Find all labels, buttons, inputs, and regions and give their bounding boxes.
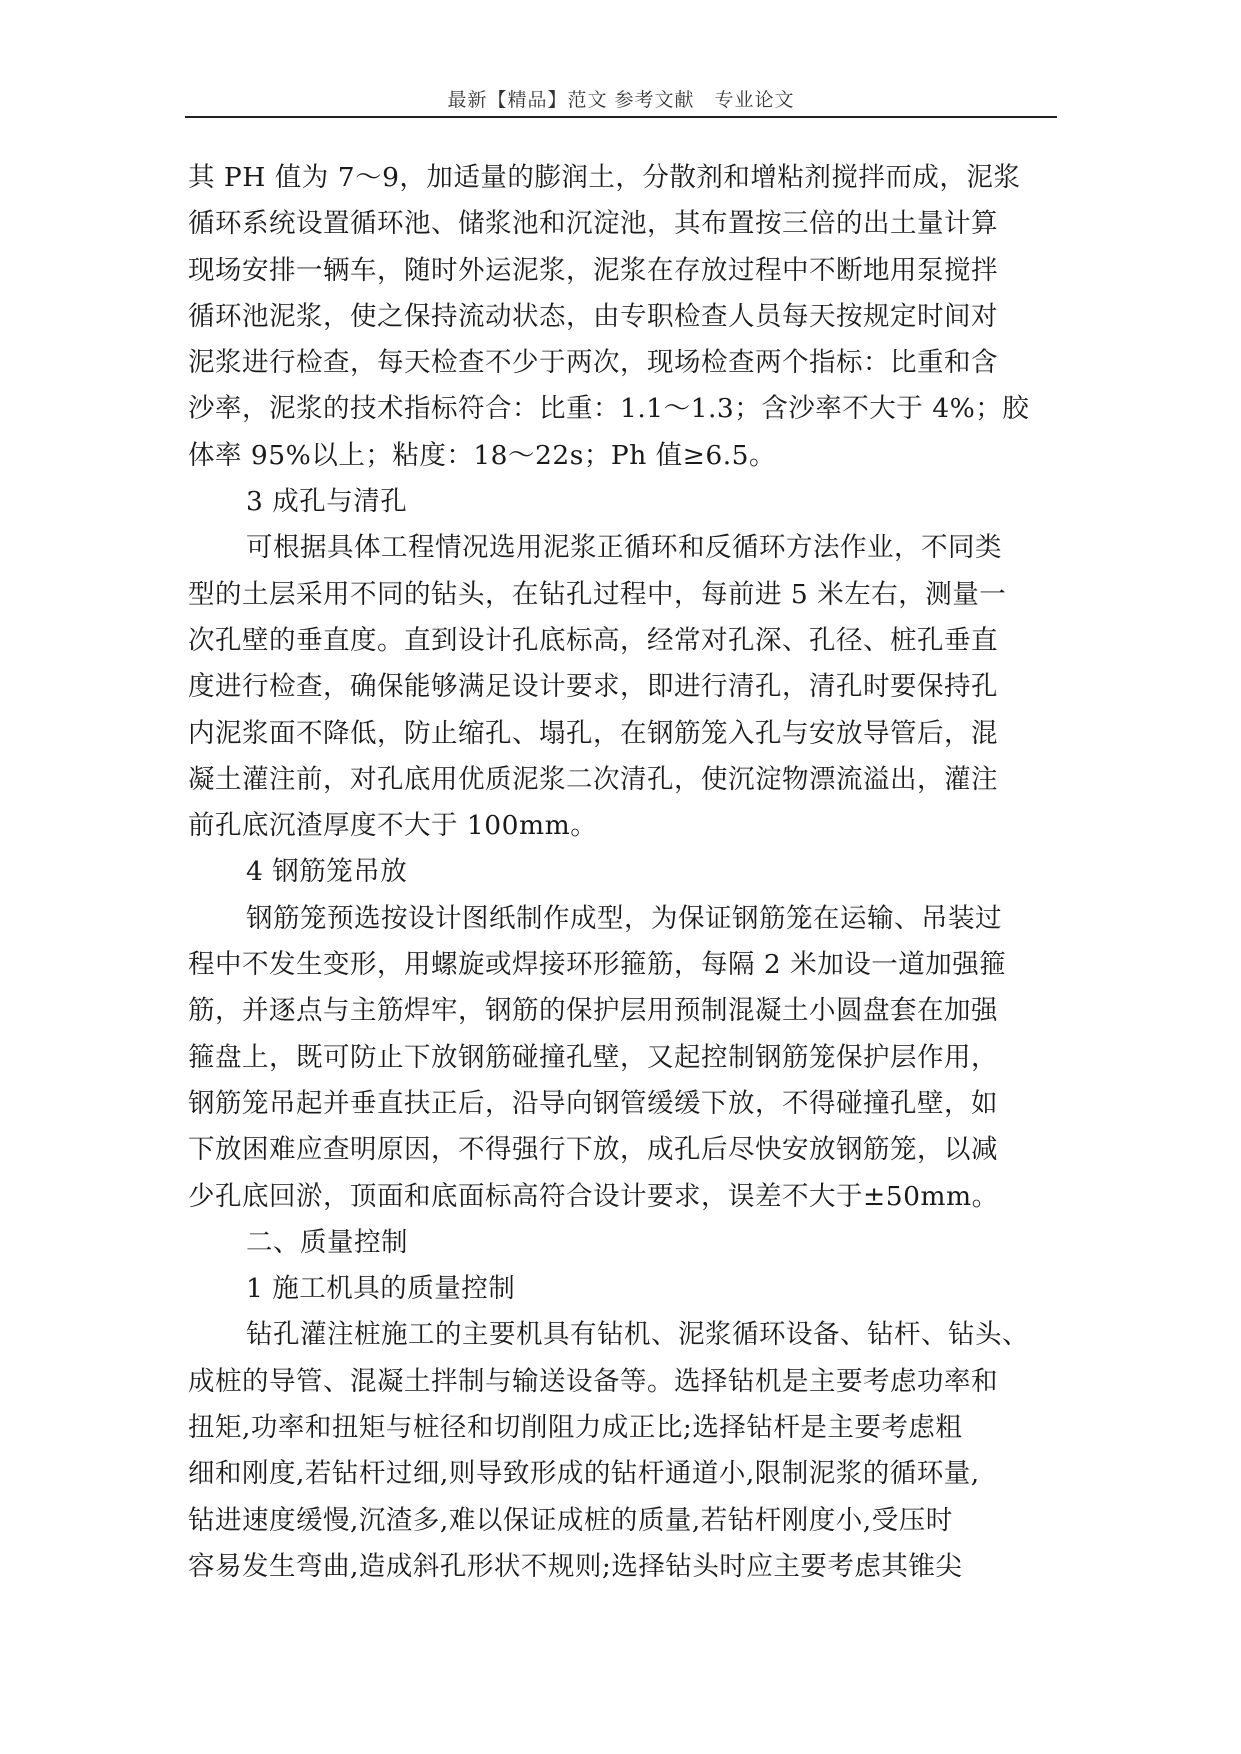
text-line: 下放困难应查明原因，不得强行下放，成孔后尽快安放钢筋笼，以减	[188, 1134, 998, 1166]
text-line: 钢筋笼预选按设计图纸制作成型，为保证钢筋笼在运输、吊装过	[246, 902, 1002, 934]
text-line: 循环系统设置循环池、储浆池和沉淀池，其布置按三倍的出土量计算	[188, 208, 998, 240]
text-line: 泥浆进行检查，每天检查不少于两次，现场检查两个指标：比重和含	[188, 347, 998, 379]
text-line: 3 成孔与清孔	[246, 486, 408, 518]
text-line: 凝土灌注前，对孔底用优质泥浆二次清孔，使沉淀物漂流溢出，灌注	[188, 763, 998, 795]
text-line: 容易发生弯曲,造成斜孔形状不规则;选择钻头时应主要考虑其锥尖	[188, 1550, 963, 1582]
text-line: 钢筋笼吊起并垂直扶正后，沿导向钢管缓缓下放，不得碰撞孔壁，如	[188, 1087, 998, 1119]
text-line: 钻进速度缓慢,沉渣多,难以保证成桩的质量,若钻杆刚度小,受压时	[188, 1504, 953, 1536]
text-line: 其 PH 值为 7～9，加适量的膨润土，分散剂和增粘剂搅拌而成，泥浆	[188, 162, 1021, 193]
document-body	[188, 155, 1060, 1590]
text-line: 体率 95%以上；粘度：18～22s；Ph 值≥6.5。	[188, 439, 777, 471]
text-line: 内泥浆面不降低，防止缩孔、塌孔，在钢筋笼入孔与安放导管后，混	[188, 717, 998, 749]
text-line: 筋，并逐点与主筋焊牢，钢筋的保护层用预制混凝土小圆盘套在加强	[188, 995, 998, 1027]
text-line: 程中不发生变形，用螺旋或焊接环形箍筋，每隔 2 米加设一道加强箍	[188, 949, 1007, 981]
text-line: 成桩的导管、混凝土拌制与输送设备等。选择钻机是主要考虑功率和	[188, 1365, 998, 1397]
text-line: 扭矩,功率和扭矩与桩径和切削阻力成正比;选择钻杆是主要考虑粗	[188, 1412, 963, 1444]
text-line: 前孔底沉渣厚度不大于 100mm。	[188, 810, 598, 842]
text-line: 二、质量控制	[246, 1226, 408, 1258]
text-line: 型的土层采用不同的钻头，在钻孔过程中，每前进 5 米左右，测量一	[188, 578, 1007, 610]
text-line: 箍盘上，既可防止下放钢筋碰撞孔壁，又起控制钢筋笼保护层作用，	[188, 1041, 998, 1073]
text-line: 可根据具体工程情况选用泥浆正循环和反循环方法作业，不同类	[246, 532, 1002, 564]
text-line: 少孔底回淤，顶面和底面标高符合设计要求，误差不大于±50mm。	[188, 1180, 999, 1212]
text-line: 钻孔灌注桩施工的主要机具有钻机、泥浆循环设备、钻杆、钻头、	[246, 1319, 1029, 1351]
page-header: 最新【精品】范文 参考文献 专业论文	[447, 89, 795, 111]
text-line: 4 钢筋笼吊放	[246, 856, 408, 888]
text-line: 循环池泥浆，使之保持流动状态，由专职检查人员每天按规定时间对	[188, 300, 998, 332]
text-line: 沙率，泥浆的技术指标符合：比重：1.1～1.3；含沙率不大于 4%；胶	[188, 393, 1030, 425]
text-line: 1 施工机具的质量控制	[246, 1273, 516, 1305]
header-divider	[185, 116, 1057, 118]
text-line: 次孔壁的垂直度。直到设计孔底标高，经常对孔深、孔径、桩孔垂直	[188, 624, 998, 656]
text-line: 度进行检查，确保能够满足设计要求，即进行清孔，清孔时要保持孔	[188, 671, 998, 703]
text-line: 细和刚度,若钻杆过细,则导致形成的钻杆通道小,限制泥浆的循环量,	[188, 1458, 980, 1490]
text-line: 现场安排一辆车，随时外运泥浆，泥浆在存放过程中不断地用泵搅拌	[188, 254, 998, 286]
